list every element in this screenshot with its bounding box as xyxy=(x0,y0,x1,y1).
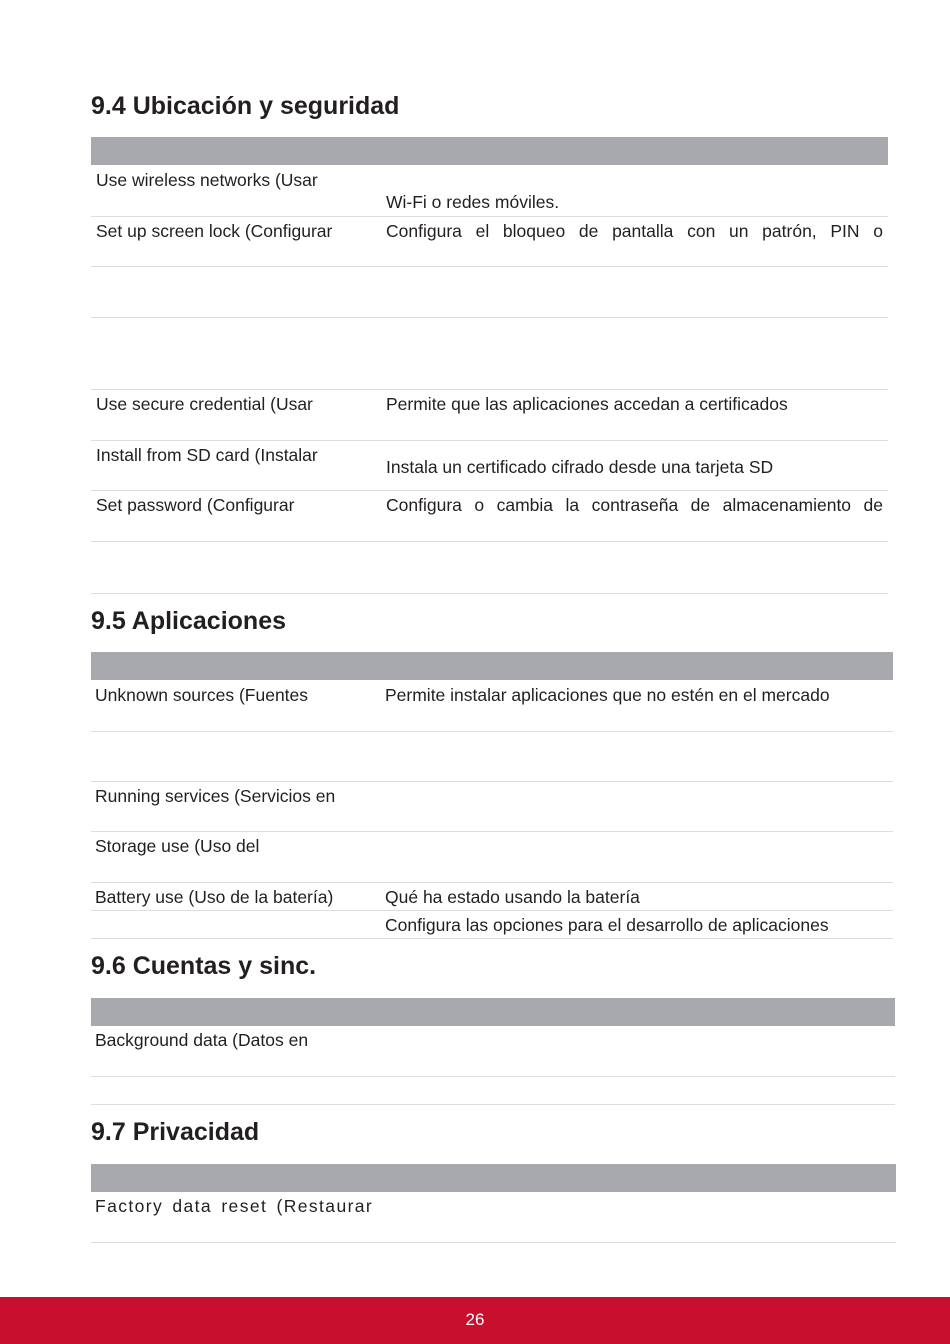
table-header-bar xyxy=(91,652,893,680)
table-header-bar xyxy=(91,1164,896,1192)
cell-unknown-sources: Unknown sources (Fuentes xyxy=(95,685,309,705)
row-divider xyxy=(91,389,888,390)
row-divider xyxy=(91,910,893,911)
cell-set-password: Set password (Configurar xyxy=(96,495,295,515)
cell-factory-data-reset: Factory data reset (Restaurar xyxy=(95,1196,374,1216)
cell-install-from-sd-card: Install from SD card (Instalar xyxy=(96,445,318,465)
row-divider xyxy=(91,216,888,217)
row-divider xyxy=(91,882,893,883)
cell-storage-use: Storage use (Uso del xyxy=(95,836,260,856)
row-divider xyxy=(91,831,893,832)
row-divider xyxy=(91,593,888,594)
cell-unknown-sources-desc: Permite instalar aplicaciones que no estén en el mercado xyxy=(385,685,830,705)
row-divider xyxy=(91,1104,895,1105)
cell-use-wireless-networks: Use wireless networks (Usar xyxy=(96,170,318,190)
cell-use-secure-credential: Use secure credential (Usar xyxy=(96,394,313,414)
row-divider xyxy=(91,1242,896,1243)
row-divider xyxy=(91,440,888,441)
cell-set-password-desc: Configura o cambia la contraseña de almacenamiento de xyxy=(386,495,883,515)
section-title-cuentas-sinc: 9.6 Cuentas y sinc. xyxy=(91,952,317,980)
row-divider xyxy=(91,317,888,318)
row-divider xyxy=(91,1076,895,1077)
cell-use-wireless-networks-desc: Wi-Fi o redes móviles. xyxy=(386,192,560,212)
table-header-bar xyxy=(91,998,895,1026)
row-divider xyxy=(91,490,888,491)
section-title-aplicaciones: 9.5 Aplicaciones xyxy=(91,607,286,635)
row-divider xyxy=(91,266,888,267)
row-divider xyxy=(91,541,888,542)
cell-running-services: Running services (Servicios en xyxy=(95,786,336,806)
page-footer xyxy=(0,1297,950,1344)
section-title-privacidad: 9.7 Privacidad xyxy=(91,1118,260,1146)
page-number: 26 xyxy=(465,1310,485,1329)
cell-battery-use-desc: Qué ha estado usando la batería xyxy=(385,887,640,907)
cell-battery-use: Battery use (Uso de la batería) xyxy=(95,887,334,907)
cell-install-from-sd-card-desc: Instala un certificado cifrado desde una tarjeta SD xyxy=(386,457,774,477)
table-header-bar xyxy=(91,137,888,165)
row-divider xyxy=(91,938,893,939)
row-divider xyxy=(91,781,893,782)
row-divider xyxy=(91,731,893,732)
cell-use-secure-credential-desc: Permite que las aplicaciones accedan a certificados xyxy=(386,394,788,414)
cell-development-desc: Configura las opciones para el desarrollo de aplicaciones xyxy=(385,915,829,935)
cell-background-data: Background data (Datos en xyxy=(95,1030,309,1050)
cell-set-up-screen-lock: Set up screen lock (Configurar xyxy=(96,221,333,241)
section-title-ubicacion-seguridad: 9.4 Ubicación y seguridad xyxy=(91,92,400,120)
cell-set-up-screen-lock-desc: Configura el bloqueo de pantalla con un patrón, PIN o xyxy=(386,221,883,241)
